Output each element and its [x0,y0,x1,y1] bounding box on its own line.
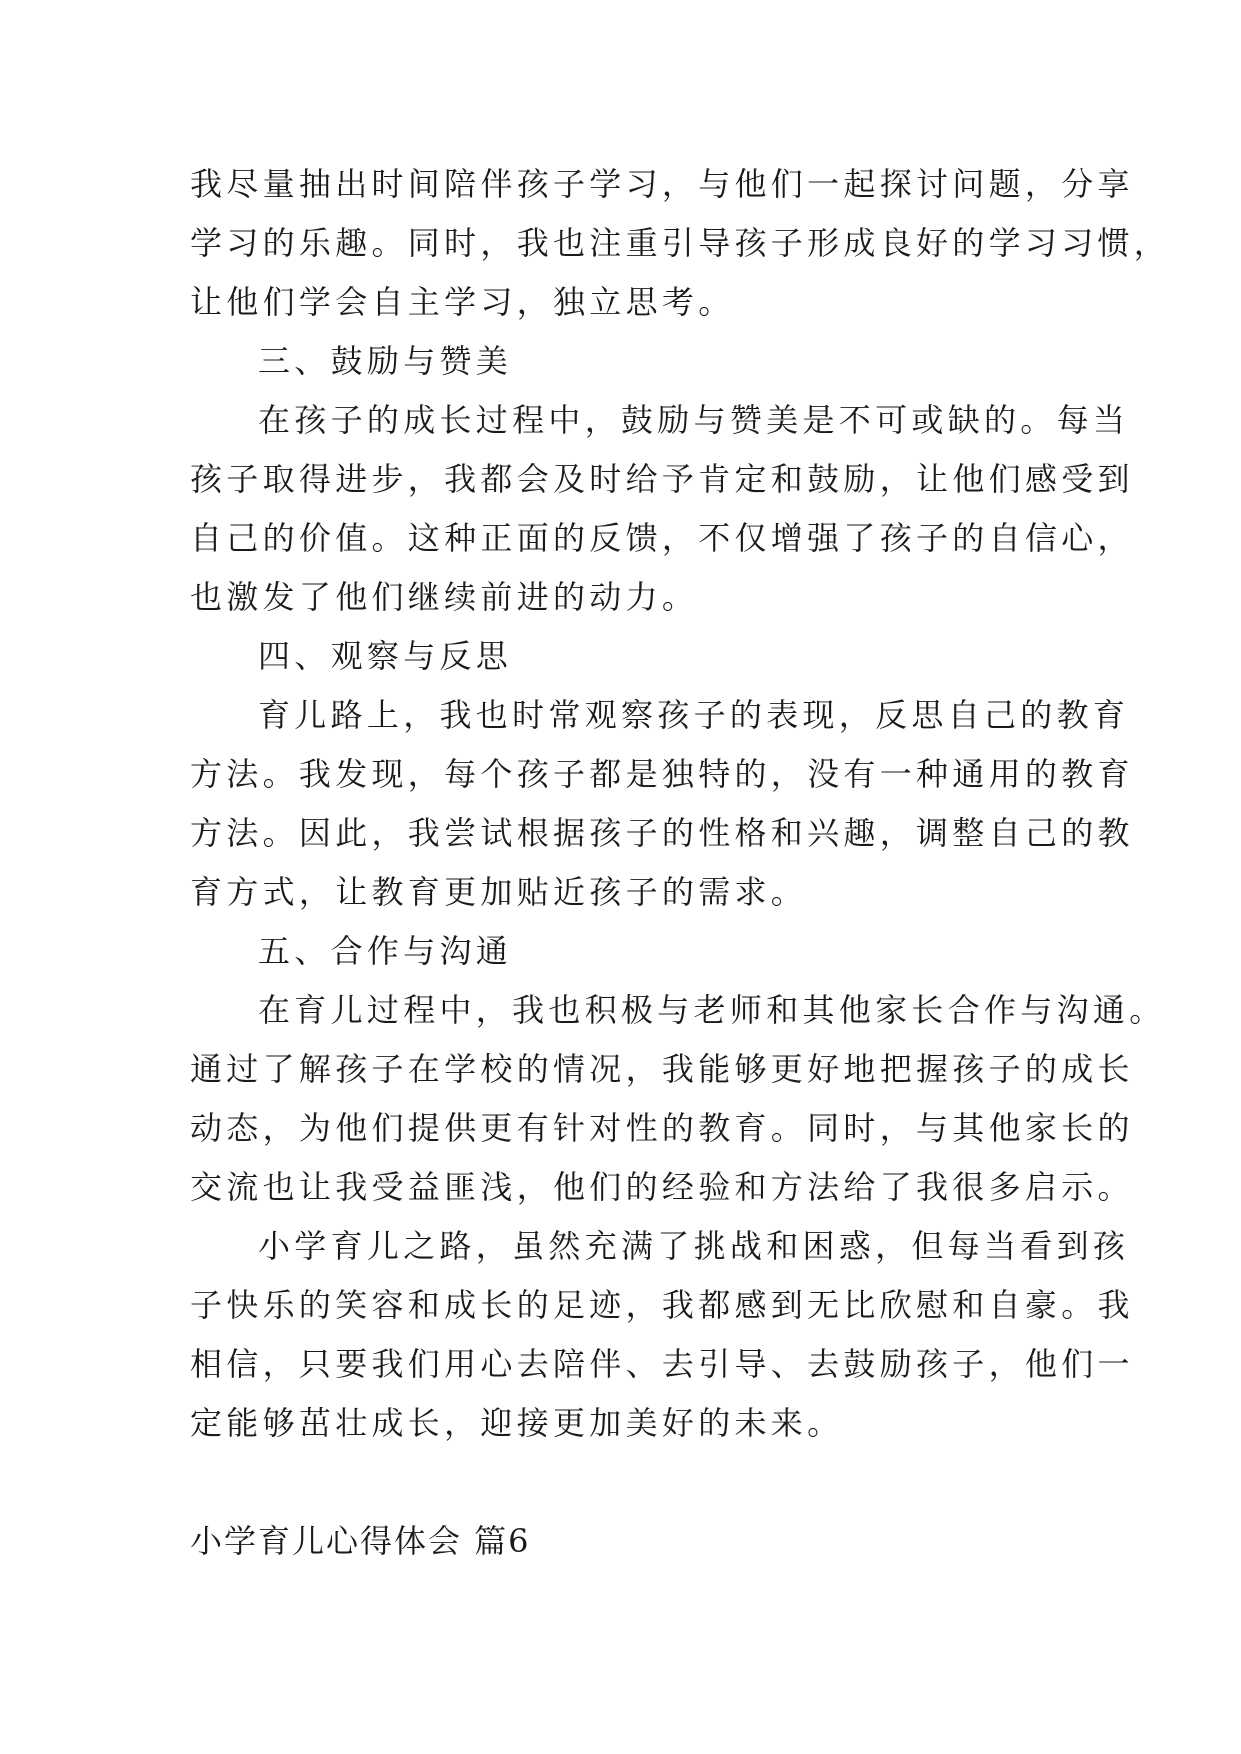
paragraph-line: 也激发了他们继续前进的动力。 [190,578,699,616]
paragraph-line: 小学育儿之路，虽然充满了挑战和困惑，但每当看到孩 [258,1227,1130,1265]
next-section-title: 小学育儿心得体会 篇6 [190,1522,531,1560]
section-heading: 四、观察与反思 [258,637,513,675]
paragraph-line: 育方式，让教育更加贴近孩子的需求。 [190,873,808,911]
paragraph-line: 在育儿过程中，我也积极与老师和其他家长合作与沟通。 [258,991,1166,1029]
paragraph-line: 相信，只要我们用心去陪伴、去引导、去鼓励孩子，他们一 [190,1345,1134,1383]
section-heading: 三、鼓励与赞美 [258,342,513,380]
paragraph-line: 让他们学会自主学习，独立思考。 [190,283,735,321]
paragraph-line: 方法。因此，我尝试根据孩子的性格和兴趣，调整自己的教 [190,814,1134,852]
paragraph-line: 孩子取得进步，我都会及时给予肯定和鼓励，让他们感受到 [190,460,1134,498]
paragraph-line: 定能够茁壮成长，迎接更加美好的未来。 [190,1404,844,1442]
paragraph-line: 交流也让我受益匪浅，他们的经验和方法给了我很多启示。 [190,1168,1134,1206]
paragraph-line: 通过了解孩子在学校的情况，我能够更好地把握孩子的成长 [190,1050,1134,1088]
paragraph-line: 自己的价值。这种正面的反馈，不仅增强了孩子的自信心， [190,519,1134,557]
paragraph-line: 我尽量抽出时间陪伴孩子学习，与他们一起探讨问题，分享 [190,165,1134,203]
paragraph-line: 方法。我发现，每个孩子都是独特的，没有一种通用的教育 [190,755,1134,793]
paragraph-line: 育儿路上，我也时常观察孩子的表现，反思自己的教育 [258,696,1130,734]
paragraph-line: 子快乐的笑容和成长的足迹，我都感到无比欣慰和自豪。我 [190,1286,1134,1324]
section-heading: 五、合作与沟通 [258,932,513,970]
paragraph-line: 在孩子的成长过程中，鼓励与赞美是不可或缺的。每当 [258,401,1130,439]
paragraph-line: 动态，为他们提供更有针对性的教育。同时，与其他家长的 [190,1109,1134,1147]
document-body [190,155,1171,1453]
paragraph-line: 学习的乐趣。同时，我也注重引导孩子形成良好的学习习惯， [190,224,1171,262]
